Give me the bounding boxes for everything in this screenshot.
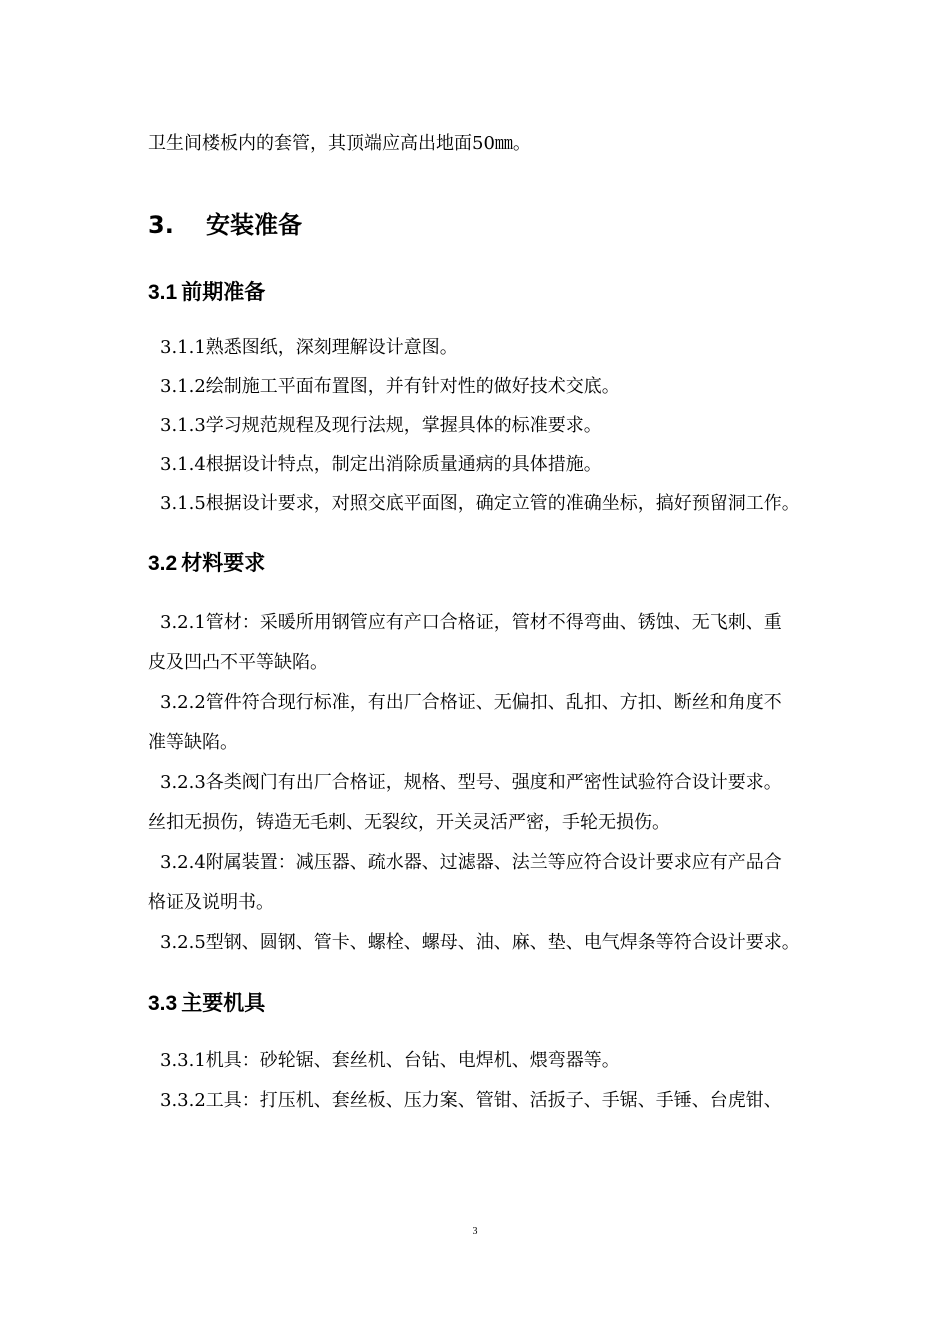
section-3-title: 安装准备 <box>206 211 302 239</box>
item-3-2-5: 3.2.5型钢、圆钢、管卡、螺栓、螺母、油、麻、垫、电气焊条等符合设计要求。 <box>160 932 800 953</box>
intro-paragraph: 卫生间楼板内的套管，其顶端应高出地面50㎜。 <box>148 133 531 154</box>
item-3-2-4-line-1: 3.2.4附属装置：减压器、疏水器、过滤器、法兰等应符合设计要求应有产品合 <box>160 852 782 873</box>
section-3-3-heading <box>148 989 265 1018</box>
item-3-1-3: 3.1.3学习规范规程及现行法规，掌握具体的标准要求。 <box>160 415 602 436</box>
item-3-2-1-line-1: 3.2.1管材：采暖所用钢管应有产口合格证，管材不得弯曲、锈蚀、无飞刺、重 <box>160 612 782 633</box>
item-3-3-1: 3.3.1机具：砂轮锯、套丝机、台钻、电焊机、煨弯器等。 <box>160 1050 620 1071</box>
section-3-3-title: 主要机具 <box>181 991 266 1015</box>
section-3-number: 3. <box>148 211 174 239</box>
item-3-1-1: 3.1.1熟悉图纸，深刻理解设计意图。 <box>160 337 458 358</box>
page-number: 3 <box>472 1226 478 1237</box>
section-3-heading <box>148 209 302 241</box>
item-3-3-2: 3.3.2工具：打压机、套丝板、压力案、管钳、活扳子、手锯、手锤、台虎钳、 <box>160 1090 782 1111</box>
section-3-2-heading <box>148 549 265 578</box>
item-3-1-2: 3.1.2绘制施工平面布置图，并有针对性的做好技术交底。 <box>160 376 620 397</box>
item-3-2-4-line-2: 格证及说明书。 <box>148 892 274 913</box>
item-3-1-5: 3.1.5根据设计要求，对照交底平面图，确定立管的准确坐标，搞好预留洞工作。 <box>160 493 800 514</box>
item-3-2-3-line-1: 3.2.3各类阀门有出厂合格证，规格、型号、强度和严密性试验符合设计要求。 <box>160 772 782 793</box>
section-3-1-title: 前期准备 <box>181 280 266 304</box>
section-3-1-number: 3.1 <box>148 281 178 304</box>
section-3-1-heading <box>148 278 265 307</box>
section-3-2-number: 3.2 <box>148 552 178 575</box>
item-3-2-2-line-2: 准等缺陷。 <box>148 732 238 753</box>
section-3-2-title: 材料要求 <box>181 551 266 575</box>
item-3-1-4: 3.1.4根据设计特点，制定出消除质量通病的具体措施。 <box>160 454 602 475</box>
item-3-2-2-line-1: 3.2.2管件符合现行标准，有出厂合格证、无偏扣、乱扣、方扣、断丝和角度不 <box>160 692 782 713</box>
section-3-3-number: 3.3 <box>148 992 178 1015</box>
item-3-2-3-line-2: 丝扣无损伤，铸造无毛刺、无裂纹，开关灵活严密，手轮无损伤。 <box>148 812 670 833</box>
item-3-2-1-line-2: 皮及凹凸不平等缺陷。 <box>148 652 328 673</box>
